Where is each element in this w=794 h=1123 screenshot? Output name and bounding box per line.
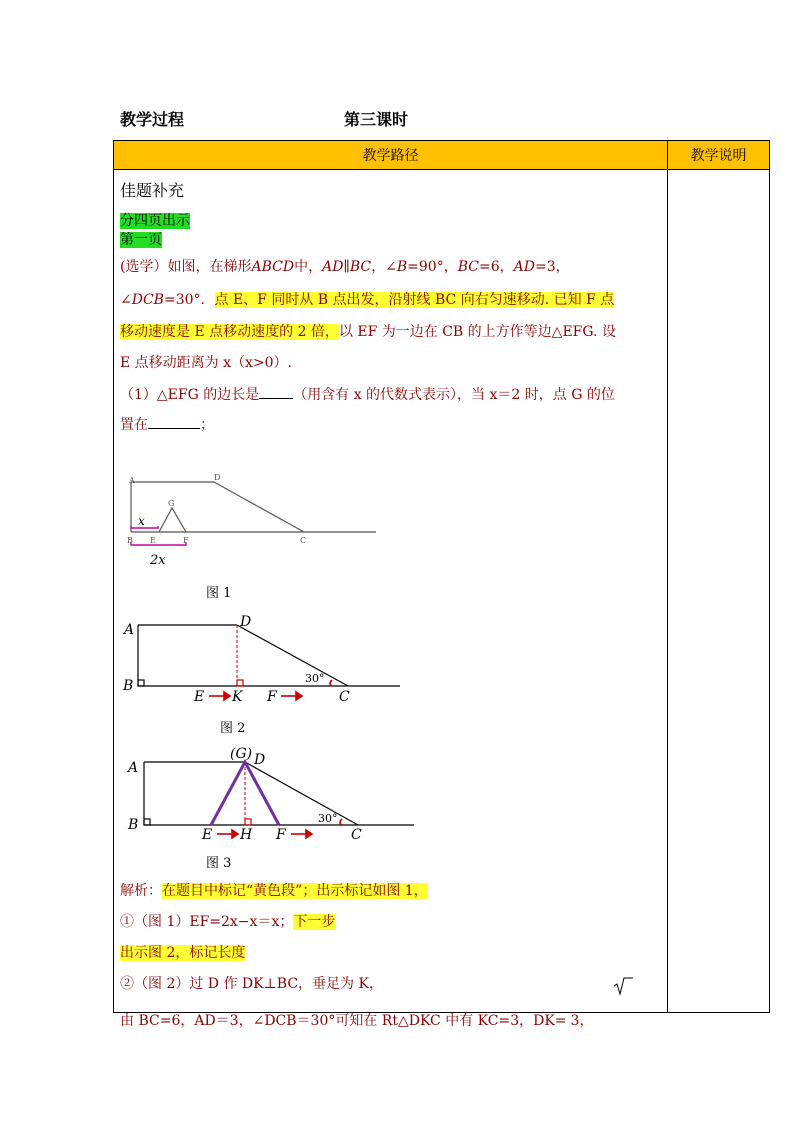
column-header-notes: 教学说明	[668, 141, 770, 170]
svg-text:H: H	[240, 827, 253, 843]
figure-1-caption: 图 1	[206, 586, 232, 601]
svg-text:(G): (G)	[230, 746, 253, 762]
tag-first-page: 第一页	[120, 232, 162, 248]
svg-text:F: F	[183, 536, 189, 545]
svg-text:2x: 2x	[150, 553, 166, 568]
section-heading: 佳题补充	[120, 181, 185, 200]
lesson-title: 第三课时	[344, 110, 409, 129]
question-1-line-1: （1）△EFG 的边长是 （用含有 x 的代数式表示），当 x＝2 时，点 G 的位	[120, 387, 615, 403]
svg-text:C: C	[351, 827, 362, 843]
svg-text:A: A	[128, 760, 139, 776]
svg-text:D: D	[214, 473, 221, 482]
analysis-line-2: ①（图 1）EF=2x−x＝x；下一步	[120, 914, 336, 930]
svg-text:C: C	[300, 536, 307, 545]
figure-2-arrows	[209, 692, 302, 700]
problem-line-4: E 点移动距离为 x（x>0）.	[120, 355, 292, 371]
figure-3-caption: 图 3	[206, 856, 232, 871]
column-header-path: 教学路径	[114, 141, 668, 170]
svg-text:30°: 30°	[318, 812, 338, 825]
svg-text:F: F	[276, 827, 286, 843]
svg-text:C: C	[339, 689, 350, 705]
svg-text:F: F	[267, 689, 277, 705]
figure-3-shape	[144, 762, 414, 825]
problem-line-2: ∠DCB=30°．点 E、F 同时从 B 点出发，沿射线 BC 向右匀速移动. 已知 F 点	[120, 292, 615, 308]
problem-line-3: 移动速度是 E 点移动速度的 2 倍，以 EF 为一边在 CB 的上方作等边△EFG. 设	[120, 324, 616, 340]
figure-3-arrows	[217, 830, 312, 838]
svg-text:x: x	[138, 514, 145, 528]
analysis-line-3: 出示图 2，标记长度	[120, 945, 246, 961]
analysis-line-4: ②（图 2）过 D 作 DK⊥BC，垂足为 K，	[120, 976, 383, 992]
svg-text:B: B	[127, 536, 133, 545]
figure-2-shape	[138, 625, 400, 686]
svg-text:A: A	[124, 622, 135, 638]
problem-line-1: (选学）如图，在梯形ABCD中，AD∥BC，∠B=90°，BC=6，AD=3，	[120, 259, 570, 275]
figure-1-brackets	[131, 526, 186, 545]
svg-text:K: K	[232, 689, 243, 705]
svg-text:G: G	[168, 499, 175, 508]
svg-text:E: E	[150, 536, 156, 545]
notes-cell	[668, 170, 770, 1013]
question-1-line-2: 置在 ；	[120, 417, 214, 433]
sqrt-symbol	[614, 978, 633, 994]
svg-text:A: A	[129, 476, 135, 485]
lesson-table	[113, 140, 770, 1029]
svg-text:30°: 30°	[305, 672, 325, 685]
analysis-line-5: 由 BC=6，AD＝3，∠DCB＝30°可知在 Rt△DKC 中有 KC=3，DK= 3，	[120, 1013, 594, 1029]
svg-text:D: D	[240, 614, 252, 630]
path-cell	[114, 170, 668, 1029]
svg-text:B: B	[123, 678, 134, 694]
section-label: 教学过程	[120, 110, 185, 129]
svg-text:B: B	[128, 817, 139, 833]
svg-text:E: E	[202, 827, 213, 843]
figure-2-caption: 图 2	[220, 721, 246, 736]
svg-text:E: E	[194, 689, 205, 705]
svg-text:D: D	[254, 752, 266, 768]
analysis-line-1: 解析：在题目中标记“黄色段”；出示标记如图 1，	[120, 883, 428, 899]
tag-pages: 分四页出示	[120, 213, 190, 229]
